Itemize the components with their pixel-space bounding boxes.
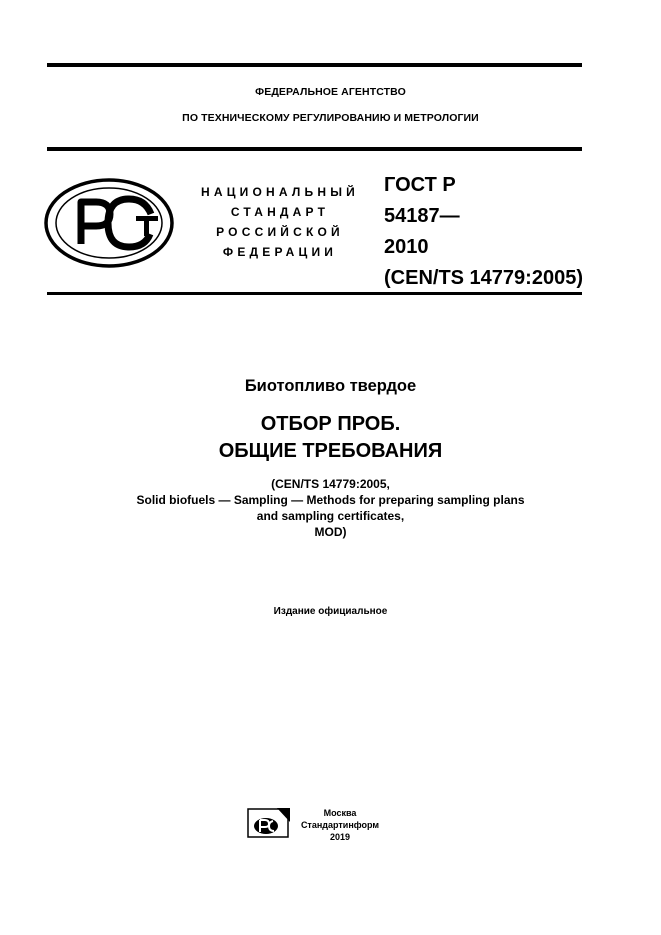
reference-line-1: (CEN/TS 14779:2005, (271, 477, 390, 491)
standard-type-line-4: ФЕДЕРАЦИИ (222, 245, 338, 259)
reference-line-4: MOD) (314, 525, 347, 539)
masthead-bottom-rule (47, 292, 582, 295)
standard-type-line-2: СТАНДАРТ (230, 205, 330, 219)
reference-line-2: Solid biofuels — Sampling — Methods for preparing sampling plans (136, 493, 525, 507)
document-title-line-1: ОТБОР ПРОБ. (260, 413, 401, 435)
top-rule (47, 63, 582, 67)
designation-line-3: 2010 (384, 236, 429, 258)
rst-certification-logo-icon (44, 178, 174, 268)
document-subtitle: Биотопливо твердое (244, 377, 417, 395)
publication-year: 2019 (329, 832, 351, 842)
designation-line-1: ГОСТ Р (384, 174, 456, 196)
header-rule (47, 147, 582, 151)
standard-designation (384, 170, 583, 294)
reference-line-3: and sampling certificates, (256, 509, 405, 523)
standard-type-line-1: НАЦИОНАЛЬНЫЙ (200, 185, 360, 199)
publisher-city: Москва (323, 808, 357, 818)
designation-line-2: 54187— (384, 205, 460, 227)
designation-line-4: (CEN/TS 14779:2005) (384, 267, 583, 289)
standartinform-logo-icon (247, 806, 291, 840)
standard-type-line-3: РОССИЙСКОЙ (216, 225, 344, 239)
agency-line-2: ПО ТЕХНИЧЕСКОМУ РЕГУЛИРОВАНИЮ И МЕТРОЛОГИИ (182, 112, 479, 124)
edition-label: Издание официальное (273, 606, 388, 617)
agency-line-1: ФЕДЕРАЛЬНОЕ АГЕНТСТВО (255, 86, 406, 98)
publisher-name: Стандартинформ (300, 820, 380, 830)
document-title-line-2: ОБЩИЕ ТРЕБОВАНИЯ (218, 440, 443, 462)
